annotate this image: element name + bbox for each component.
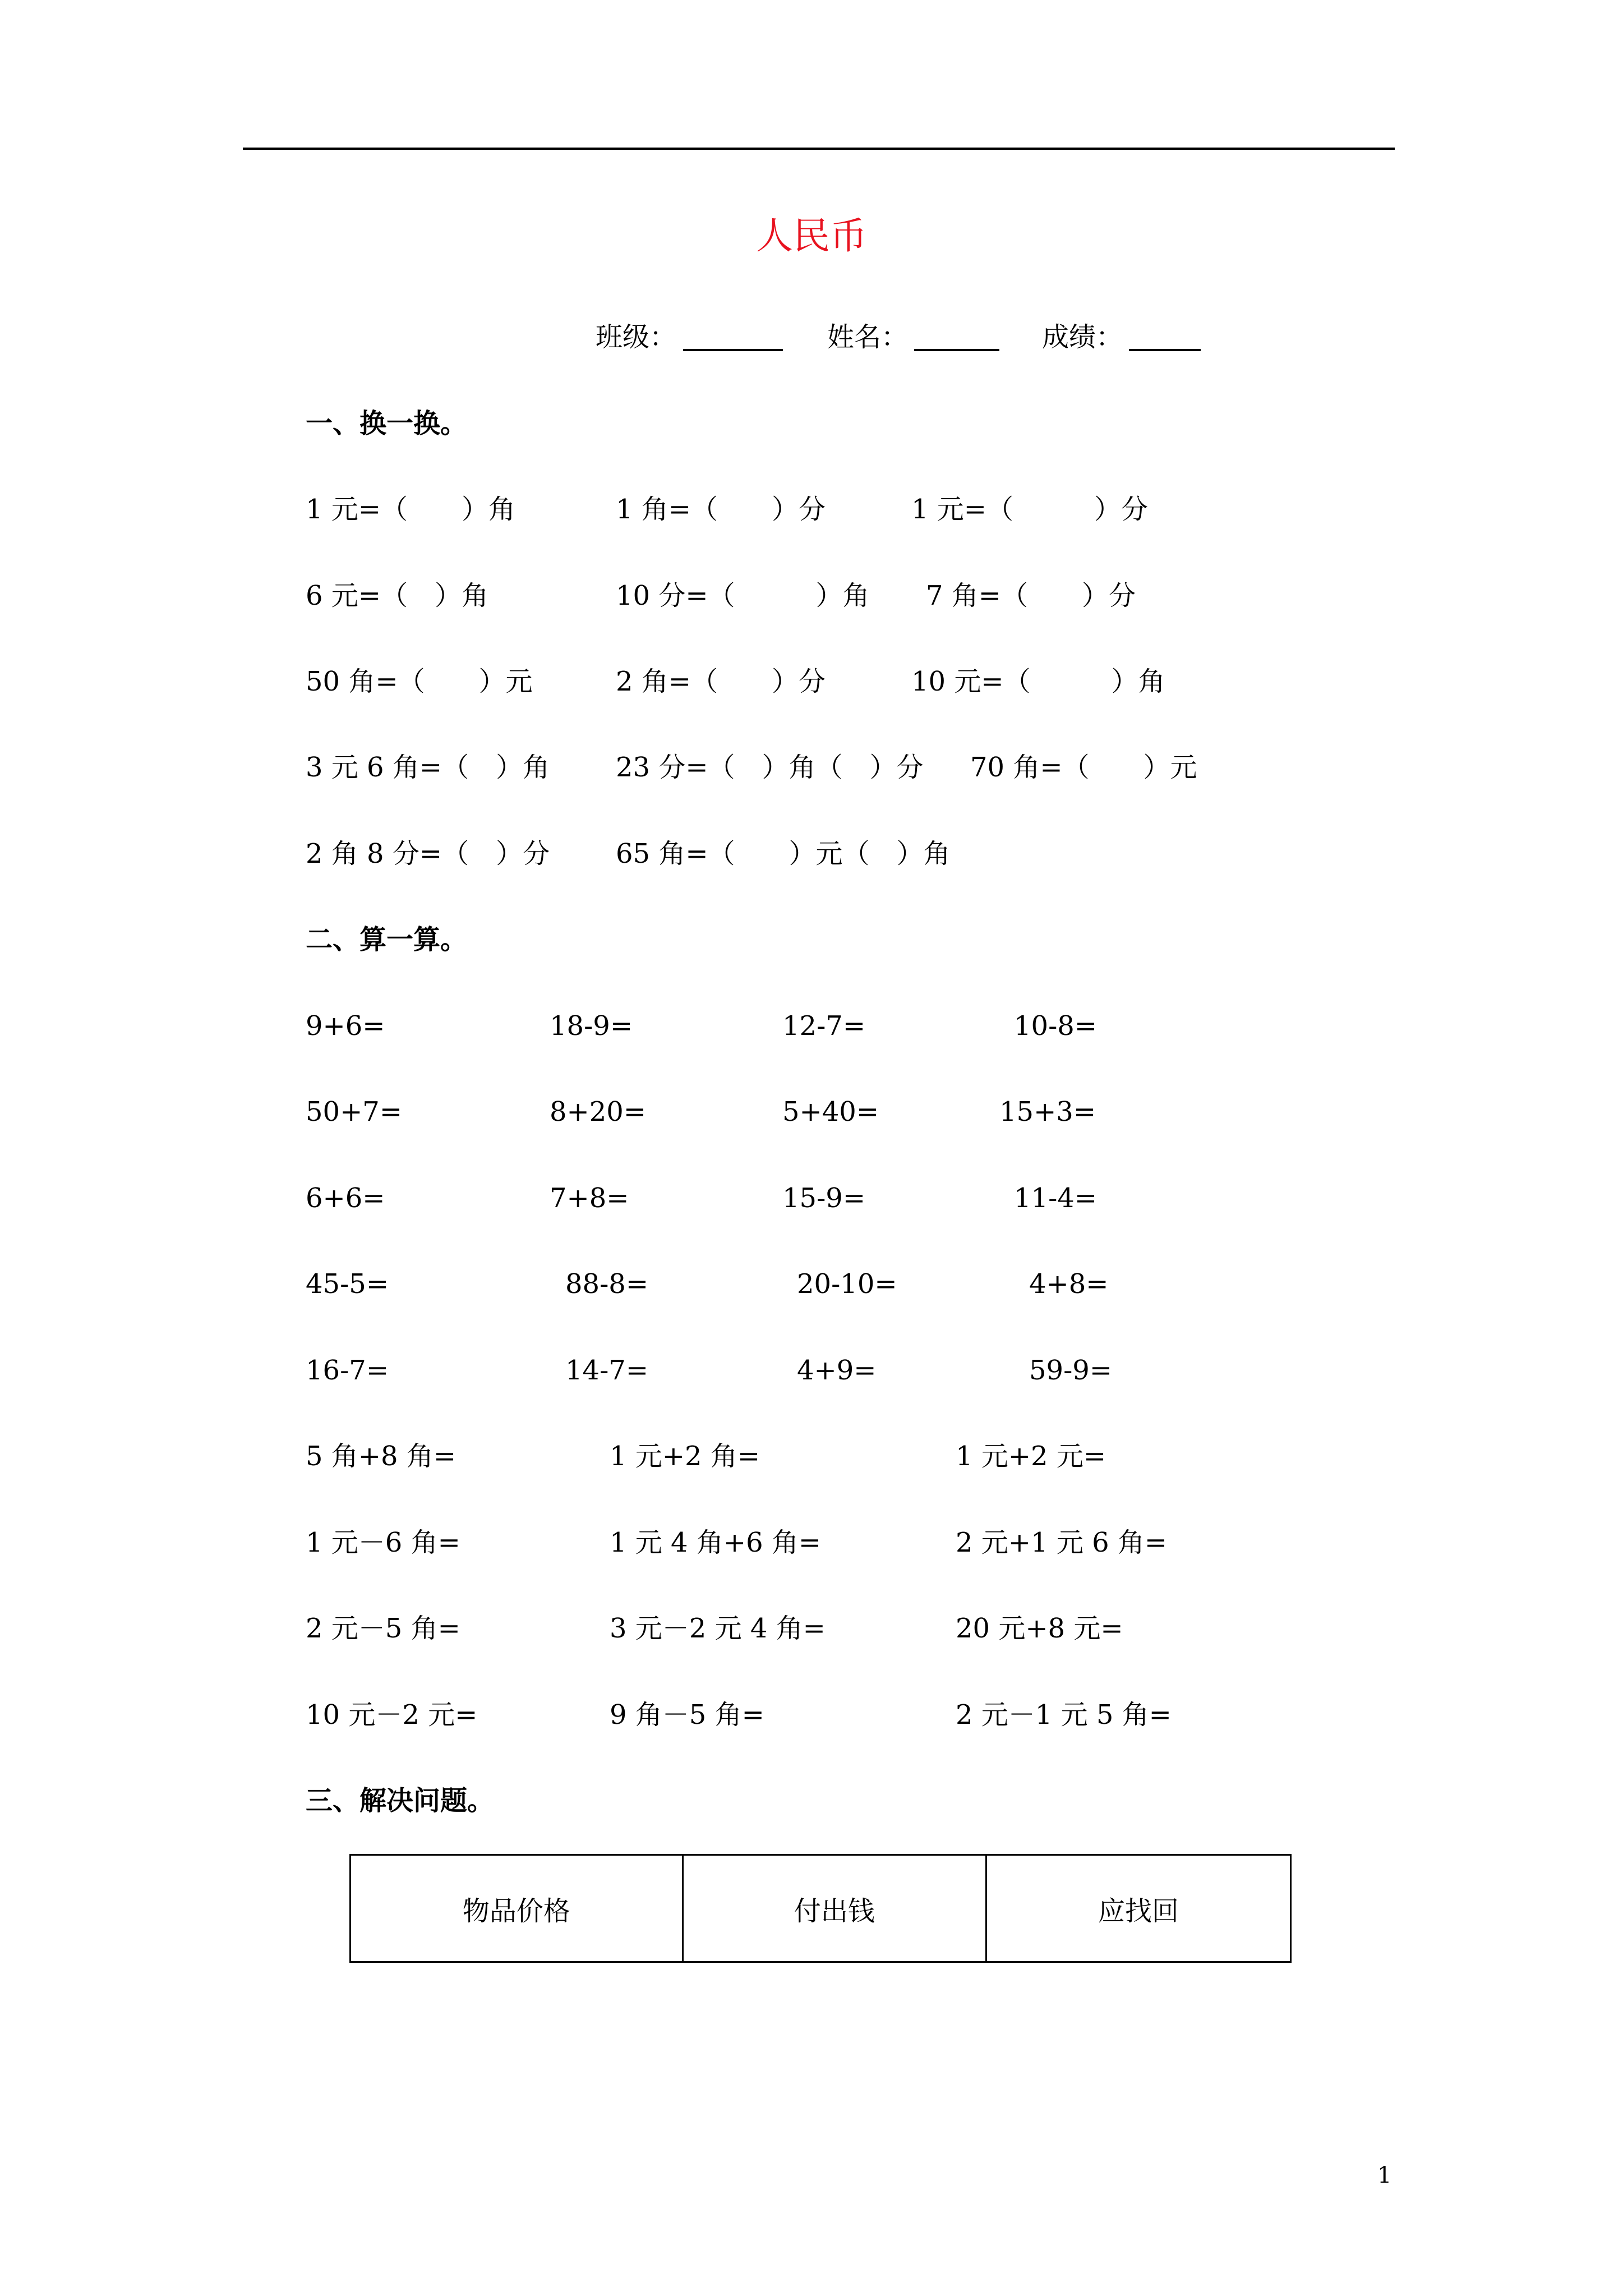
header-paid: 付出钱 [794,1895,875,1927]
table-header-cell [683,1855,986,1962]
money-item: 1 元+2 元= [956,1441,1106,1472]
problem-table [349,1854,1292,1963]
exchange-item: 2 角=（ ）分 [616,666,826,697]
exchange-item: 10 元=（ ）角 [911,666,1165,697]
calc-item: 50+7= [306,1096,403,1128]
section-title-calc: 二、算一算。 [306,924,468,955]
calc-item: 4+9= [797,1355,877,1386]
money-item: 5 角+8 角= [306,1441,457,1472]
table-header-cell [351,1855,683,1962]
page-number: 1 [1377,2162,1392,2188]
exchange-item: 23 分=（ ）角（ ）分 [616,752,924,783]
calc-item: 6+6= [306,1182,385,1214]
calc-item: 4+8= [1029,1268,1109,1300]
section-title-exchange: 一、换一换。 [306,408,468,439]
money-item: 1 元 4 角+6 角= [610,1527,822,1558]
calc-item: 14-7= [565,1355,649,1386]
exchange-item: 1 角=（ ）分 [616,494,826,525]
exchange-item: 65 角=（ ）元（ ）角 [616,838,951,869]
calc-item: 15-9= [782,1182,866,1214]
section-title-problem: 三、解决问题。 [306,1785,495,1816]
name-blank[interactable] [914,349,999,351]
score-blank[interactable] [1129,349,1201,351]
calc-item: 18-9= [550,1010,633,1042]
money-item: 20 元+8 元= [956,1613,1123,1644]
money-item: 2 元－5 角= [306,1613,460,1644]
class-label: 班级： [596,321,677,353]
exchange-item: 50 角=（ ）元 [306,666,533,697]
table-header-cell [986,1855,1290,1962]
exchange-item: 1 元=（ ）角 [306,494,516,525]
exchange-item: 70 角=（ ）元 [970,752,1197,783]
calc-item: 59-9= [1029,1355,1113,1386]
money-item: 10 元－2 元= [306,1699,478,1731]
calc-item: 5+40= [782,1096,879,1128]
class-blank[interactable] [683,349,783,351]
calc-item: 45-5= [306,1268,389,1300]
exchange-item: 3 元 6 角=（ ）角 [306,752,550,783]
header-rule [243,148,1395,150]
money-item: 3 元－2 元 4 角= [610,1613,826,1644]
exchange-item: 7 角=（ ）分 [926,580,1136,611]
exchange-item: 1 元=（ ）分 [911,494,1149,525]
calc-item: 11-4= [1014,1182,1098,1214]
money-item: 2 元－1 元 5 角= [956,1699,1172,1731]
calc-item: 12-7= [782,1010,866,1042]
exchange-item: 6 元=（ ）角 [306,580,489,611]
exchange-item: 2 角 8 分=（ ）分 [306,838,550,869]
money-item: 1 元－6 角= [306,1527,460,1558]
money-item: 2 元+1 元 6 角= [956,1527,1168,1558]
score-label: 成绩： [1042,321,1123,353]
money-item: 1 元+2 角= [610,1441,760,1472]
calc-item: 16-7= [306,1355,389,1386]
table-row [351,1855,1291,1962]
header-change: 应找回 [1098,1895,1179,1927]
money-item: 9 角－5 角= [610,1699,764,1731]
name-label: 姓名： [827,321,909,353]
calc-item: 10-8= [1014,1010,1098,1042]
calc-item: 9+6= [306,1010,385,1042]
header-price: 物品价格 [462,1895,570,1927]
calc-item: 8+20= [550,1096,647,1128]
calc-item: 7+8= [550,1182,629,1214]
calc-item: 88-8= [565,1268,649,1300]
calc-item: 15+3= [999,1096,1096,1128]
calc-item: 20-10= [797,1268,897,1300]
page-title: 人民币 [756,214,867,257]
exchange-item: 10 分=（ ）角 [616,580,870,611]
